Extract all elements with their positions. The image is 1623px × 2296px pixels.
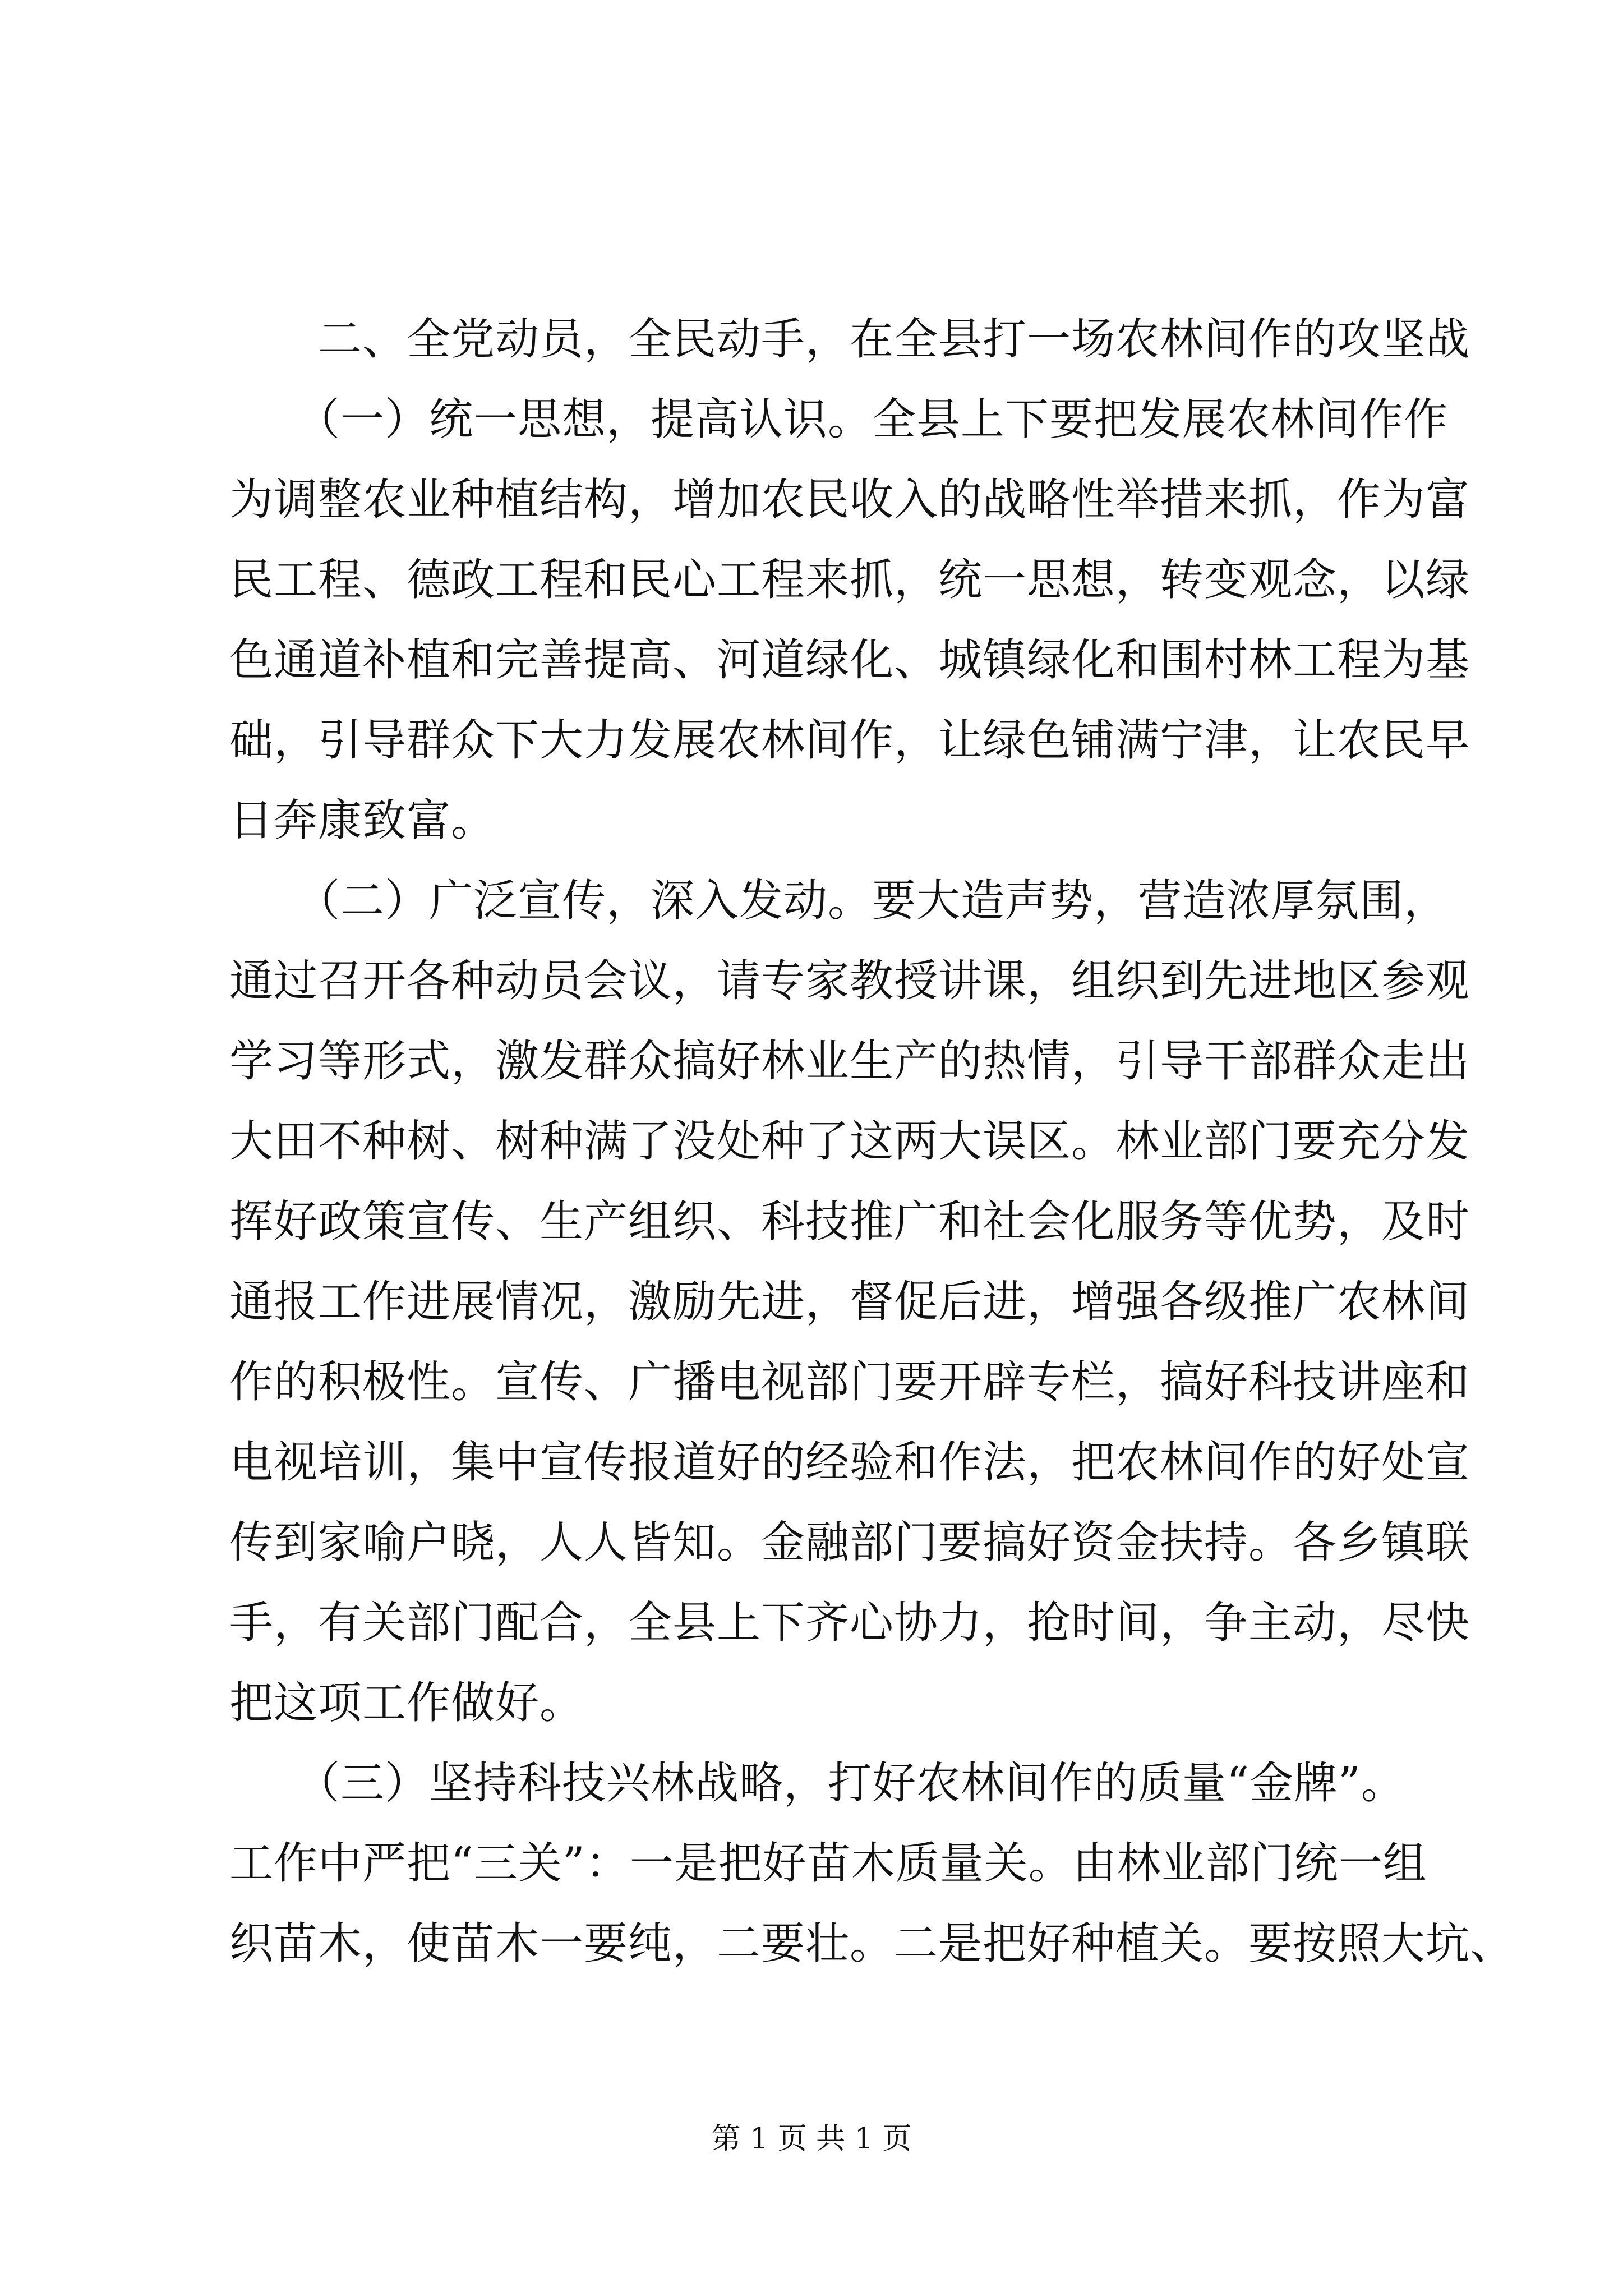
paragraph-line: 作的积极性。宣传、广播电视部门要开辟专栏，搞好科技讲座和	[229, 1357, 1470, 1407]
paragraph-line: 手，有关部门配合，全县上下齐心协力，抢时间，争主动，尽快	[229, 1598, 1470, 1648]
paragraph-line: 通过召开各种动员会议，请专家教授讲课，组织到先进地区参观	[229, 956, 1470, 1006]
paragraph-line: 学习等形式，激发群众搞好林业生产的热情，引导干部群众走出	[229, 1036, 1470, 1087]
paragraph-line: 大田不种树、树种满了没处种了这两大误区。林业部门要充分发	[229, 1116, 1470, 1167]
paragraph-line: 日奔康致富。	[229, 795, 496, 846]
paragraph-line: （二）广泛宣传，深入发动。要大造声势，营造浓厚氛围，	[229, 876, 1449, 926]
page-number-footer: 第 1 页 共 1 页	[711, 2122, 912, 2156]
paragraph-line: 通报工作进展情况，激励先进，督促后进，增强各级推广农林间	[229, 1277, 1470, 1327]
paragraph-line: 电视培训，集中宣传报道好的经验和作法，把农林间作的好处宣	[229, 1437, 1470, 1488]
paragraph-line: 传到家喻户晓，人人皆知。金融部门要搞好资金扶持。各乡镇联	[229, 1517, 1470, 1568]
paragraph-line: 民工程、德政工程和民心工程来抓，统一思想，转变观念，以绿	[229, 555, 1470, 605]
section-heading: 二、全党动员，全民动手，在全县打一场农林间作的攻坚战	[229, 314, 1470, 365]
paragraph-line: 工作中严把“三关”：一是把好苗木质量关。由林业部门统一组	[229, 1838, 1427, 1889]
paragraph-line: 色通道补植和完善提高、河道绿化、城镇绿化和围村林工程为基	[229, 635, 1470, 685]
paragraph-line: 础，引导群众下大力发展农林间作，让绿色铺满宁津，让农民早	[229, 715, 1470, 766]
paragraph-line: 挥好政策宣传、生产组织、科技推广和社会化服务等优势，及时	[229, 1197, 1470, 1247]
paragraph-line: （一）统一思想，提高认识。全县上下要把发展农林间作作	[229, 394, 1449, 445]
paragraph-line: 为调整农业种植结构，增加农民收入的战略性举措来抓，作为富	[229, 475, 1470, 525]
paragraph-line: 织苗木，使苗木一要纯，二要壮。二是把好种植关。要按照大坑、	[229, 1918, 1515, 1969]
paragraph-line: 把这项工作做好。	[229, 1678, 584, 1728]
paragraph-line: （三）坚持科技兴林战略，打好农林间作的质量“金牌”。	[229, 1758, 1405, 1809]
